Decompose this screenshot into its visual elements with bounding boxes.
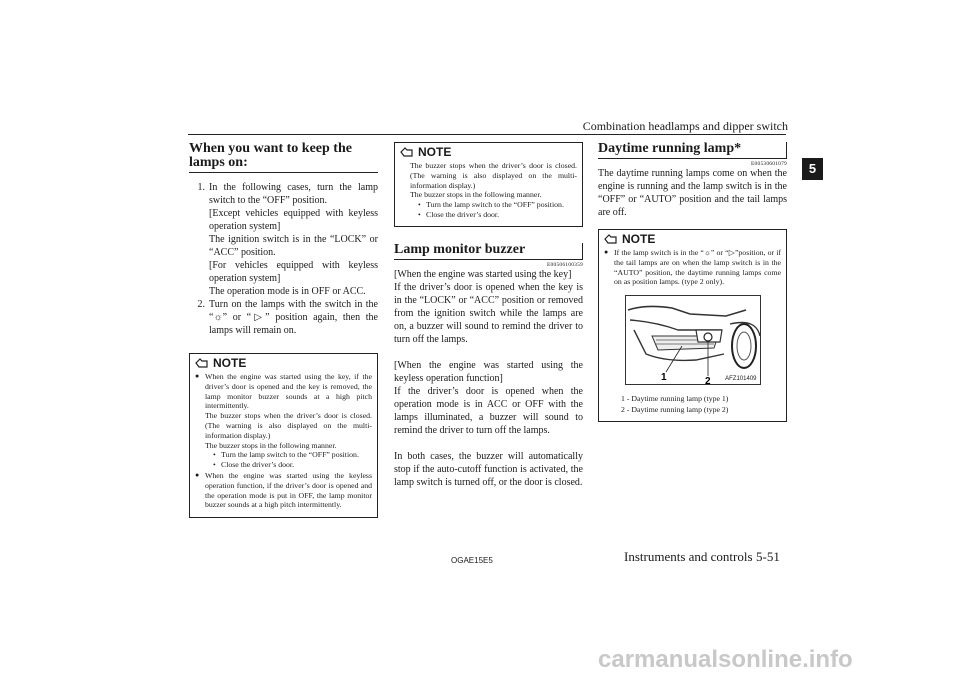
body-text bbox=[394, 268, 583, 489]
step-text bbox=[209, 181, 378, 298]
bullet-icon: ● bbox=[195, 470, 200, 479]
sub-list-item bbox=[410, 210, 577, 220]
dot-icon: • bbox=[418, 209, 421, 219]
figure-code: AFZ101409 bbox=[725, 376, 757, 383]
step-number: 1. bbox=[197, 182, 205, 193]
note-box bbox=[189, 353, 378, 518]
dot-icon: • bbox=[418, 200, 421, 210]
callout-2: 2 bbox=[704, 376, 711, 386]
dot-icon: • bbox=[213, 450, 216, 460]
section-heading-keep-lamps-on: When you want to keep the lamps on: bbox=[189, 142, 378, 173]
left-column bbox=[189, 142, 378, 518]
note-body bbox=[195, 372, 372, 510]
note-line: The buzzer stops in the following manner. bbox=[410, 190, 542, 200]
note-header bbox=[604, 230, 781, 248]
dot-icon: • bbox=[213, 460, 216, 470]
paragraph: [When the engine was started using the key] bbox=[394, 268, 572, 280]
step-2 bbox=[189, 298, 378, 337]
sub-list-item bbox=[205, 450, 372, 460]
note-header bbox=[400, 143, 577, 161]
note-item-text: If the lamp switch is in the “☼” or “▷”position, or if the tail lamps are on when the lamp switch is in the “AUTO” position, the daytime running lamps come on as position lamps. (type 2 only). bbox=[614, 248, 781, 287]
step-text: Turn on the lamps with the switch in the “☼” or “▷” position again, then the lamps will remain on. bbox=[209, 299, 378, 336]
paragraph: In both cases, the buzzer will automatically stop if the auto-cutoff function is activated, the lamp switch is turned off, or the door is closed. bbox=[394, 450, 583, 488]
sub-list-item bbox=[410, 200, 577, 210]
note-body bbox=[400, 161, 577, 220]
header-rule bbox=[188, 134, 786, 135]
watermark: carmanualsonline.info bbox=[598, 646, 853, 673]
step-line: [For vehicles equipped with keyless operation system] bbox=[209, 260, 378, 284]
middle-column bbox=[394, 142, 583, 489]
steps-list bbox=[189, 181, 378, 337]
step-1 bbox=[189, 181, 378, 298]
note-header bbox=[195, 354, 372, 372]
doc-code: E00530601079 bbox=[750, 161, 787, 167]
note-line: The buzzer stops when the driver’s door is closed. (The warning is also displayed on the multi-information display.) bbox=[205, 411, 372, 440]
footer-section-title: Instruments and controls bbox=[624, 549, 753, 564]
step-line: The ignition switch is in the “LOCK” or “ACC” position. bbox=[209, 234, 378, 258]
step-line: The operation mode is in OFF or ACC. bbox=[209, 286, 366, 297]
sub-text: Close the driver’s door. bbox=[426, 209, 500, 219]
chapter-tab[interactable]: 5 bbox=[802, 158, 823, 180]
note-line: The buzzer stops in the following manner. bbox=[205, 440, 337, 450]
callout-1: 1 bbox=[660, 372, 667, 384]
bumper-illustration bbox=[625, 295, 761, 385]
note-box bbox=[394, 142, 583, 227]
paragraph: If the driver’s door is opened when the key is in the “LOCK” or “ACC” position or removed from the ignition switch while the lamps are on, a buzzer will sound to remind the driver to turn off the lamps. bbox=[394, 281, 583, 345]
note-line: When the engine was started using the key, if the driver’s door is opened and the key is removed, the lamp monitor buzzer sounds at a high pitch intermittently. bbox=[205, 372, 372, 411]
note-item bbox=[195, 372, 372, 470]
figure-captions bbox=[604, 393, 781, 415]
note-item bbox=[604, 248, 781, 287]
section-heading-lamp-monitor-buzzer: Lamp monitor buzzer bbox=[394, 243, 583, 260]
hand-icon bbox=[400, 146, 414, 158]
note-item bbox=[195, 471, 372, 510]
section-heading-daytime-running-lamp: Daytime running lamp* bbox=[598, 142, 787, 159]
paragraph: If the driver’s door is opened when the operation mode is in ACC or OFF with the lamps illuminated, a buzzer will sound to remind the driver to turn off the lamps. bbox=[394, 385, 583, 436]
sub-text: Turn the lamp switch to the “OFF” position. bbox=[221, 450, 359, 460]
paragraph: The daytime running lamps come on when the engine is running and the lamp switch is in the “OFF” or “AUTO” position and the tail lamps are off. bbox=[598, 168, 787, 218]
sub-list-item bbox=[205, 460, 372, 470]
sub-text: Close the driver’s door. bbox=[221, 460, 295, 470]
hand-icon bbox=[604, 233, 618, 245]
note-body bbox=[604, 248, 781, 287]
footer-code: OGAE15E5 bbox=[451, 556, 493, 565]
bumper-drawing bbox=[626, 296, 761, 385]
paragraph: [When the engine was started using the keyless operation function] bbox=[394, 359, 583, 384]
running-header: Combination headlamps and dipper switch bbox=[582, 119, 788, 133]
note-item-text bbox=[205, 372, 372, 470]
note-label: NOTE bbox=[622, 232, 656, 246]
doc-code: E00506100359 bbox=[546, 261, 583, 268]
page-number: 5-51 bbox=[756, 549, 780, 564]
step-line: [Except vehicles equipped with keyless operation system] bbox=[209, 208, 378, 232]
hand-icon bbox=[195, 357, 209, 369]
step-number: 2. bbox=[197, 299, 205, 310]
right-column bbox=[598, 142, 787, 422]
note-label: NOTE bbox=[213, 356, 247, 370]
note-line: The buzzer stops when the driver’s door is closed. (The warning is also displayed on the multi-information display.) bbox=[410, 161, 577, 190]
caption-line: 2 - Daytime running lamp (type 2) bbox=[621, 405, 729, 415]
step-line: In the following cases, turn the lamp switch to the “OFF” position. bbox=[209, 182, 378, 206]
bullet-icon: ● bbox=[195, 372, 200, 380]
bullet-icon: ● bbox=[604, 248, 609, 256]
note-box bbox=[598, 229, 787, 422]
caption-line: 1 - Daytime running lamp (type 1) bbox=[621, 394, 729, 404]
note-item-text: When the engine was started using the keyless operation function, if the driver’s door is opened and the operation mode is put in OFF, the lamp monitor buzzer sounds at a high pitch intermittently. bbox=[205, 470, 372, 510]
sub-text: Turn the lamp switch to the “OFF” position. bbox=[426, 200, 564, 210]
note-label: NOTE bbox=[418, 145, 452, 159]
